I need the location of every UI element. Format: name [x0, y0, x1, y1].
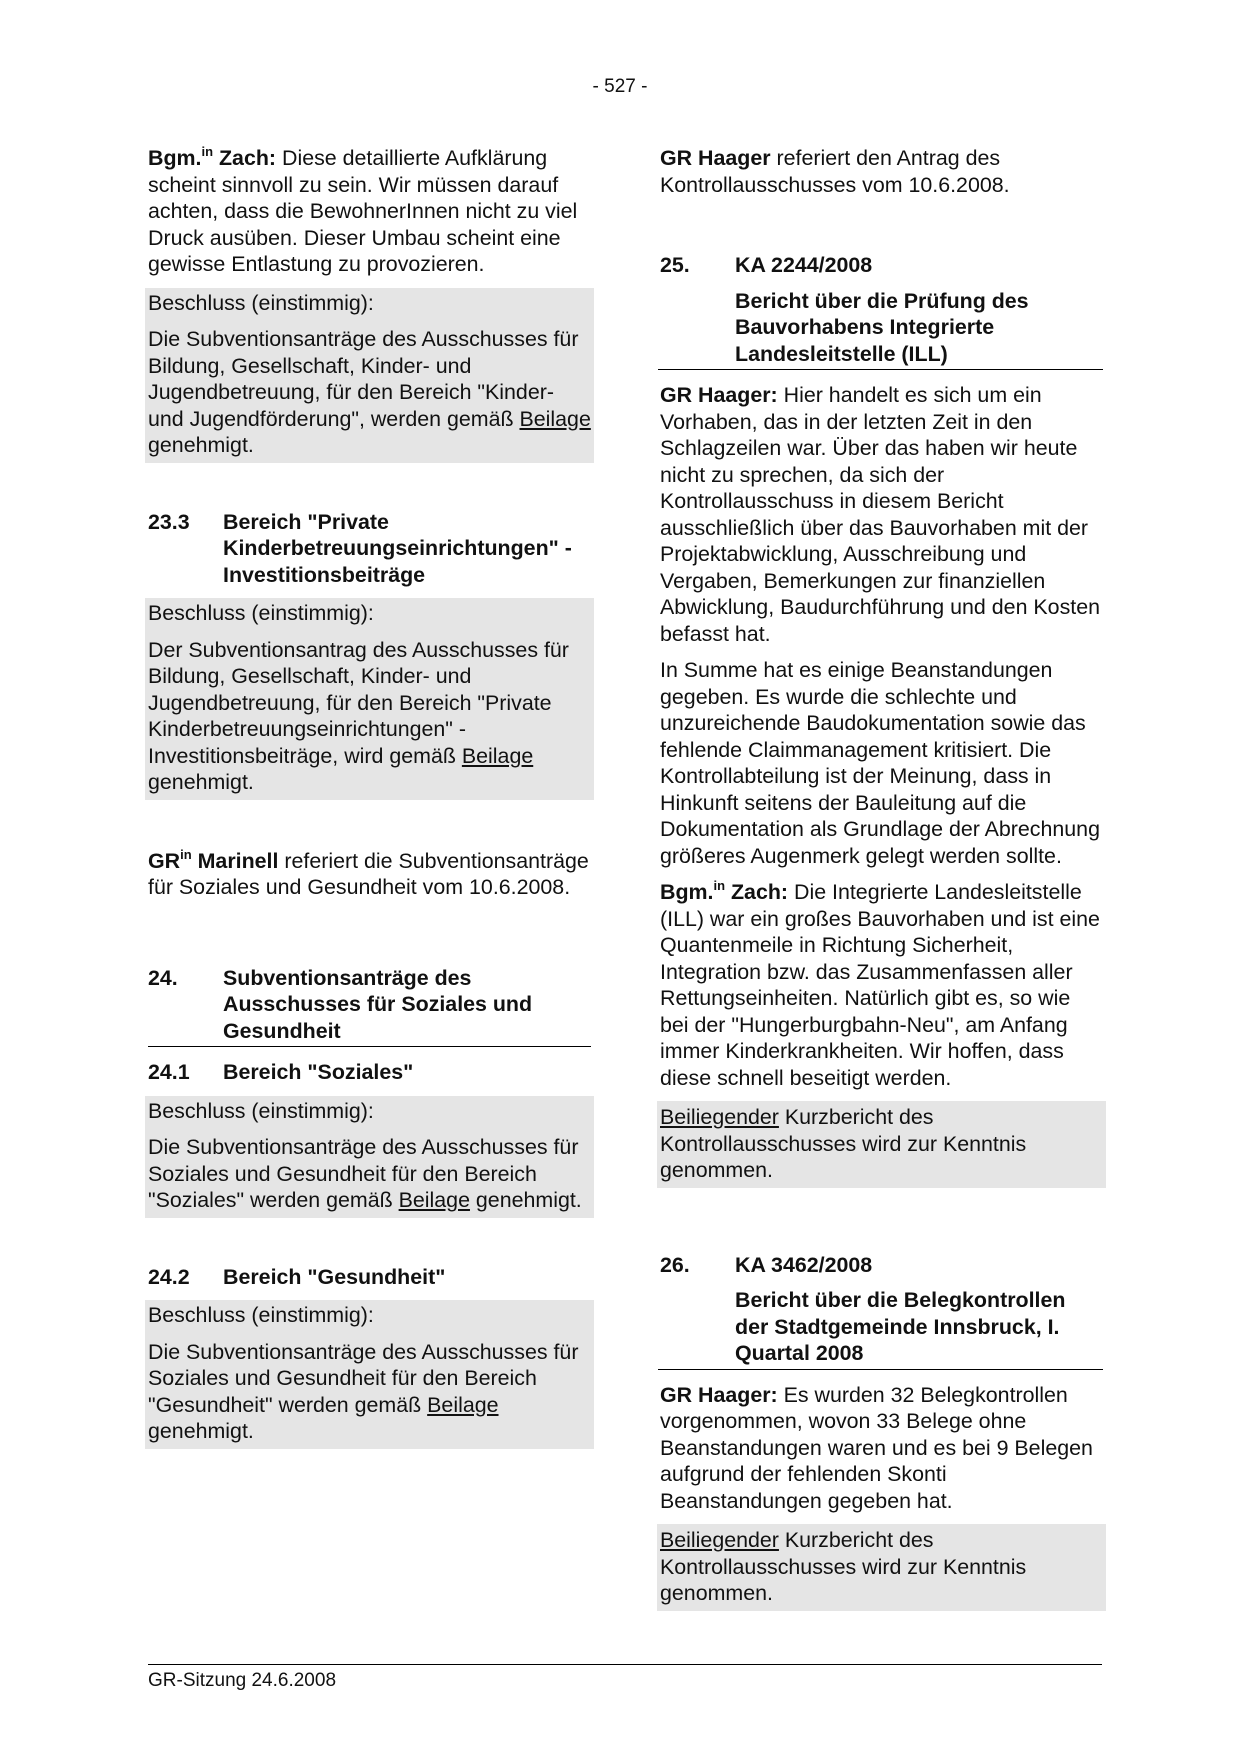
speaker-name: Marinell: [191, 848, 279, 873]
speaker-sup: in: [201, 144, 214, 159]
speaker-name: GR Haager:: [660, 383, 778, 407]
speaker-name: Zach:: [213, 146, 277, 170]
page-number: - 527 -: [592, 76, 648, 97]
report-acknowledgement: Beiliegender Kurzbericht des Kontrollausschusses wird zur Kenntnis genommen.: [657, 1101, 1106, 1188]
speech-text: Es wurden 32 Belegkontrollen vorgenommen, wovon 33 Belege ohne Beanstandungen waren und es bei 9 Belegen aufgrund der fehlenden Skonti Beanstandungen gegeben hat.: [660, 1382, 1093, 1513]
speaker-name: GR Haager:: [660, 1382, 778, 1407]
speech-paragraph: [148, 145, 591, 278]
resolution-label: Beschluss (einstimmig):: [145, 1300, 594, 1336]
resolution-label: Beschluss (einstimmig):: [145, 288, 594, 324]
footer-divider: [148, 1664, 1102, 1665]
section-heading-23-3: 23.3 Bereich "Private Kinderbetreuungseinrichtungen" - Investitionsbeiträge: [148, 509, 572, 587]
attachment-link[interactable]: Beiliegender: [660, 1105, 779, 1129]
attachment-link[interactable]: Beilage: [427, 1392, 499, 1417]
speaker-title: GR: [148, 848, 181, 873]
speaker-sup: in: [713, 878, 726, 893]
report-acknowledgement: Beiliegender Kurzbericht des Kontrollausschusses wird zur Kenntnis genommen.: [657, 1524, 1106, 1611]
speech-text: referiert den Antrag des Kontrollausschusses vom 10.6.2008.: [660, 146, 1010, 197]
resolution-label: Beschluss (einstimmig):: [145, 1096, 594, 1132]
right-column: [660, 145, 1103, 1611]
left-column: [148, 145, 591, 1449]
section-heading-25: 25. KA 2244/2008: [660, 253, 873, 277]
speaker-title: Bgm.: [660, 880, 714, 904]
resolution-text: Die Subventionsanträge des Ausschusses für Bildung, Gesellschaft, Kinder- und Jugendbetreuung, für den Bereich "Kinder- und Jugendförderung", werden gemäß Beilage genehmigt.: [145, 323, 594, 463]
speaker-sup: in: [180, 846, 192, 862]
body-paragraph: In Summe hat es einige Beanstandungen gegeben. Es wurde die schlechte und unzureichende Baudokumentation sowie das fehlende Claimmanagement kritisiert. Die Kontrollabteilung ist der Meinung, dass in Hinkunft seitens der Bauleitung auf die Dokumentation als Grundlage der Abrechnung größeres Augenmerk gelegt werden sollte.: [660, 658, 1100, 868]
speech-paragraph: [660, 145, 1103, 198]
attachment-link[interactable]: Beilage: [461, 743, 534, 768]
section-heading-26: 26. KA 3462/2008: [660, 1252, 873, 1277]
speaker-name: GR Haager: [660, 146, 771, 170]
section-subtitle-25: Bericht über die Prüfung des Bauvorhabens Integrierte Landesleitstelle (ILL): [658, 288, 1103, 371]
speech-paragraph: [660, 382, 1103, 647]
speech-paragraph: [660, 879, 1103, 1091]
attachment-link[interactable]: Beilage: [519, 406, 591, 431]
section-heading-24: 24. Subventionsanträge des Ausschusses für Soziales und Gesundheit: [148, 965, 591, 1048]
speech-paragraph: [660, 1382, 1103, 1515]
speech-text: referiert die Subventionsanträge für Soziales und Gesundheit vom 10.6.2008.: [148, 848, 589, 899]
speaker-name: Zach:: [725, 880, 789, 904]
attachment-link[interactable]: Beiliegender: [660, 1528, 779, 1552]
footer-text: GR-Sitzung 24.6.2008: [148, 1670, 337, 1691]
attachment-link[interactable]: Beilage: [398, 1188, 470, 1212]
speech-text: Diese detaillierte Aufklärung scheint sinnvoll zu sein. Wir müssen darauf achten, dass die BewohnerInnen nicht zu viel Druck ausüben. Dieser Umbau scheint eine gewisse Entlastung zu provozieren.: [148, 146, 578, 276]
speech-text: Hier handelt es sich um ein Vorhaben, das in der letzten Zeit in den Schlagzeilen war. Über das haben wir heute nicht zu sprechen, da sich der Kontrollausschuss in diesem Bericht ausschließlich über das Bauvorhaben mit der Projektabwicklung, Ausschreibung und Vergaben, Bemerkungen zur finanziellen Abwicklung, Baudurchführung und den Kosten befasst hat.: [660, 383, 1101, 646]
resolution-text: Die Subventionsanträge des Ausschusses für Soziales und Gesundheit für den Bereich "Gesundheit" werden gemäß Beilage genehmigt.: [145, 1336, 594, 1449]
resolution-label: Beschluss (einstimmig):: [145, 598, 594, 634]
section-subtitle-26: Bericht über die Belegkontrollen der Stadtgemeinde Innsbruck, I. Quartal 2008: [658, 1287, 1103, 1370]
resolution-text: Die Subventionsanträge des Ausschusses für Soziales und Gesundheit für den Bereich "Soziales" werden gemäß Beilage genehmigt.: [145, 1131, 594, 1218]
resolution-text: Der Subventionsantrag des Ausschusses für Bildung, Gesellschaft, Kinder- und Jugendbetreuung, für den Bereich "Private Kinderbetreuungseinrichtungen" - Investitionsbeiträge, wird gemäß Beilage genehmigt.: [145, 634, 594, 800]
speech-text: Die Integrierte Landesleitstelle (ILL) war ein großes Bauvorhaben und ist eine Quantenmeile in Richtung Sicherheit, Integration bzw. das Zusammenfassen aller Rettungseinheiten. Natürlich gibt es, so wie bei der "Hungerburgbahn-Neu", am Anfang immer Kinderkrankheiten. Wir hoffen, dass diese schnell beseitigt werden.: [660, 880, 1100, 1090]
section-heading-24-2: 24.2 Bereich "Gesundheit": [148, 1264, 446, 1289]
speech-paragraph: [148, 848, 591, 901]
section-heading-24-1: 24.1 Bereich "Soziales": [148, 1060, 414, 1084]
speaker-title: Bgm.: [148, 146, 202, 170]
